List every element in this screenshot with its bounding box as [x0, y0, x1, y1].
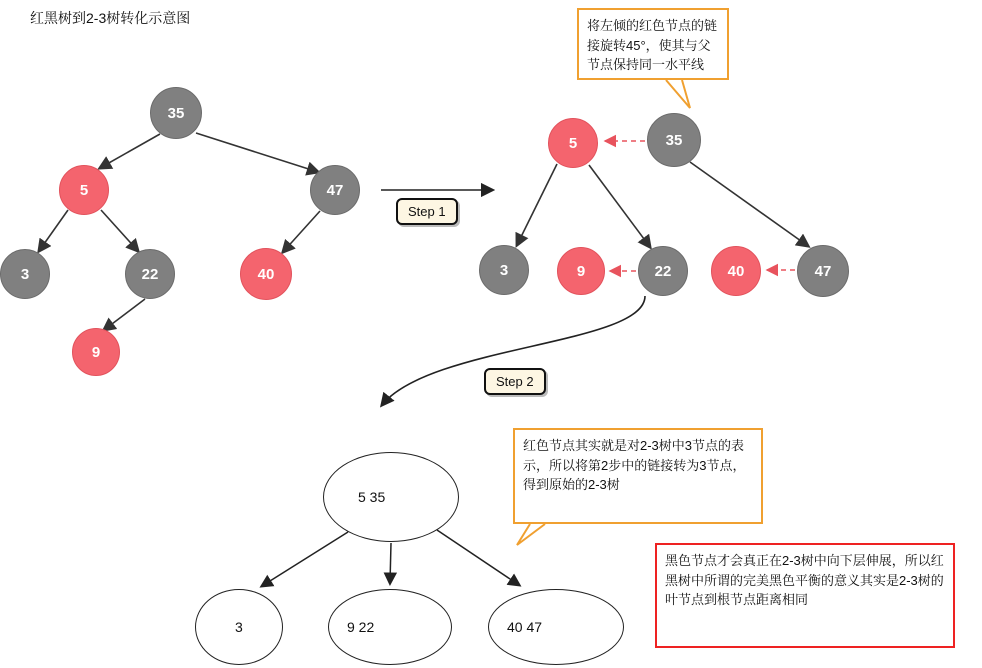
- node-5-step1[interactable]: 5: [548, 118, 598, 168]
- node-35-original[interactable]: 35: [150, 87, 202, 139]
- node-47-original[interactable]: 47: [310, 165, 360, 215]
- node-23-left-values: 3: [235, 619, 243, 635]
- node-40-original[interactable]: 40: [240, 248, 292, 300]
- callout-black-balance: 黑色节点才会真正在2-3树中向下层伸展，所以红黑树中所谓的完美黑色平衡的意义其实是2-3树的叶节点到根节点距离相同: [655, 543, 955, 648]
- node-9-step1[interactable]: 9: [557, 247, 605, 295]
- page-title: 红黑树到2-3树转化示意图: [30, 10, 191, 26]
- node-23-root[interactable]: [323, 452, 459, 542]
- node-40-step1[interactable]: 40: [711, 246, 761, 296]
- tree-original-edges: [39, 133, 320, 330]
- node-35-step1[interactable]: 35: [647, 113, 701, 167]
- node-5-original[interactable]: 5: [59, 165, 109, 215]
- node-3-step1[interactable]: 3: [479, 245, 529, 295]
- callout-rotate: 将左倾的红色节点的链接旋转45°，使其与父节点保持同一水平线: [577, 8, 729, 80]
- node-47-step1[interactable]: 47: [797, 245, 849, 297]
- node-23-left[interactable]: [195, 589, 283, 665]
- node-23-mid[interactable]: [328, 589, 452, 665]
- step-2-label[interactable]: Step 2: [484, 368, 546, 395]
- callout-pointer-rotate: [666, 80, 690, 108]
- step-1-label[interactable]: Step 1: [396, 198, 458, 225]
- tree-step1-edges: [517, 162, 808, 247]
- node-3-original[interactable]: 3: [0, 249, 50, 299]
- node-22-original[interactable]: 22: [125, 249, 175, 299]
- node-23-right-values: 40 47: [507, 619, 543, 635]
- node-23-mid-values: 9 22: [347, 619, 375, 635]
- callout-pointer-red-node: [517, 524, 545, 545]
- red-link-arrows: [605, 141, 795, 271]
- node-23-right[interactable]: [488, 589, 624, 665]
- node-23-root-values: 5 35: [358, 489, 386, 505]
- node-9-original[interactable]: 9: [72, 328, 120, 376]
- callout-red-node: 红色节点其实就是对2-3树中3节点的表示，所以将第2步中的链接转为3节点，得到原始的2-3树: [513, 428, 763, 524]
- node-22-step1[interactable]: 22: [638, 246, 688, 296]
